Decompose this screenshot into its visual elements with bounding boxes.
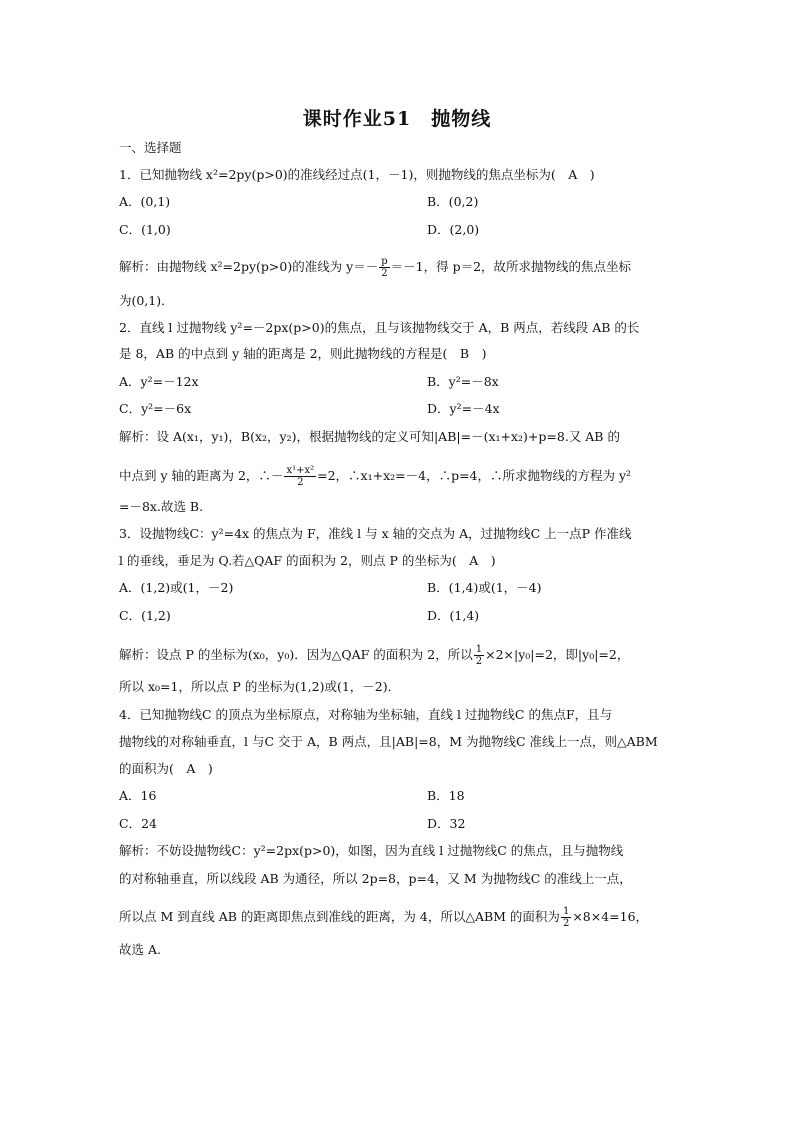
q3-option-d: D．(1,4) (427, 608, 480, 623)
q2-solution-line1: 解析：设 A(x₁，y₁)，B(x₂，y₂)，根据抛物线的定义可知|AB|=－(x₁+x₂)+p=8.又 AB 的 (119, 429, 620, 444)
q4-solution-line2: 的对称轴垂直，所以线段 AB 为通径，所以 2p=8，p=4，又 M 为抛物线C 的准线上一点， (119, 871, 632, 886)
q4-option-c: C．24 (119, 816, 157, 831)
q3-option-b: B．(1,4)或(1，－4) (427, 580, 542, 595)
q1-solution-text-a: 解析：由抛物线 x²=2py(p>0)的准线为 y＝－ (119, 259, 379, 274)
q4-solution-text-a: 所以点 M 到直线 AB 的距离即焦点到准线的距离，为 4，所以△ABM 的面积为 (119, 909, 560, 924)
q2-solution-line3: =－8x.故选 B. (119, 499, 204, 514)
fraction-numerator: p (381, 256, 388, 267)
q4-stem-line2: 抛物线的对称轴垂直，l 与C 交于 A，B 两点，且|AB|=8，M 为抛物线C 准线上一点，则△ABM (119, 734, 658, 749)
q1-option-c: C．(1,0) (119, 222, 171, 237)
fraction-numerator: x¹+x² (286, 465, 315, 476)
page-title: 课时作业51 抛物线 (302, 108, 492, 130)
q4-solution-fraction (561, 906, 571, 929)
q4-solution-line4: 故选 A. (119, 942, 161, 957)
q3-option-a: A．(1,2)或(1，－2) (119, 580, 234, 595)
q4-option-d: D．32 (427, 816, 466, 831)
fraction-denominator: 2 (381, 268, 388, 279)
q2-solution-line2 (119, 465, 679, 488)
q4-option-a: A．16 (119, 788, 157, 803)
q3-solution-line1 (119, 644, 679, 667)
q1-stem: 1．已知抛物线 x²=2py(p>0)的准线经过点(1，－1)，则抛物线的焦点坐标为( A ) (119, 167, 595, 182)
q3-stem-line2: l 的垂线，垂足为 Q.若△QAF 的面积为 2，则点 P 的坐标为( A ) (119, 553, 496, 568)
q2-option-b: B．y²=－8x (427, 374, 499, 389)
q4-solution-line1: 解析：不妨设抛物线C：y²=2px(p>0)，如图，因为直线 l 过抛物线C 的焦点，且与抛物线 (119, 843, 624, 858)
q2-stem-line2: 是 8，AB 的中点到 y 轴的距离是 2，则此抛物线的方程是( B ) (119, 346, 487, 361)
q2-solution-text-a: 中点到 y 轴的距离为 2，∴－ (119, 468, 284, 483)
q3-option-c: C．(1,2) (119, 608, 171, 623)
q3-solution-line2: 所以 x₀=1，所以点 P 的坐标为(1,2)或(1，－2)． (119, 679, 401, 694)
q1-solution-line1 (119, 256, 679, 279)
q2-option-a: A．y²=－12x (119, 374, 199, 389)
q3-stem-line1: 3．设抛物线C：y²=4x 的焦点为 F，准线 l 与 x 轴的交点为 A，过抛物线C 上一点P 作准线 (119, 526, 632, 541)
fraction-denominator: 2 (562, 918, 570, 929)
q1-option-d: D．(2,0) (427, 222, 480, 237)
fraction-denominator: 2 (475, 656, 483, 667)
section-heading: 一、选择题 (119, 140, 182, 155)
q1-option-a: A．(0,1) (119, 194, 171, 209)
q4-stem-line1: 4．已知抛物线C 的顶点为坐标原点，对称轴为坐标轴，直线 l 过抛物线C 的焦点F，且与 (119, 707, 613, 722)
q2-option-d: D．y²=－4x (427, 401, 500, 416)
fraction-numerator: 1 (475, 644, 483, 655)
q2-option-c: C．y²=－6x (119, 401, 192, 416)
q4-stem-line3: 的面积为( A ) (119, 761, 213, 776)
q2-stem-line1: 2．直线 l 过抛物线 y²=－2px(p>0)的焦点，且与该抛物线交于 A，B 两点，若线段 AB 的长 (119, 320, 640, 335)
q1-solution-fraction (379, 256, 389, 279)
q4-solution-line3 (119, 906, 679, 929)
q2-solution-text-b: =2，∴x₁+x₂=－4，∴p=4，∴所求抛物线的方程为 y² (317, 468, 632, 483)
q4-solution-text-b: ×8×4=16， (572, 909, 649, 924)
q3-solution-text-a: 解析：设点 P 的坐标为(x₀，y₀)．因为△QAF 的面积为 2，所以 (119, 647, 473, 662)
fraction-denominator: 2 (297, 477, 304, 488)
q3-solution-fraction (474, 644, 484, 667)
fraction-numerator: 1 (562, 906, 570, 917)
q2-solution-fraction (284, 465, 316, 488)
q1-solution-line2: 为(0,1)． (119, 293, 174, 308)
q4-option-b: B．18 (427, 788, 465, 803)
q1-option-b: B．(0,2) (427, 194, 479, 209)
q3-solution-text-b: ×2×|y₀|=2，即|y₀|=2， (485, 647, 630, 662)
q1-solution-text-b: ＝－1，得 p＝2，故所求抛物线的焦点坐标 (390, 259, 632, 274)
